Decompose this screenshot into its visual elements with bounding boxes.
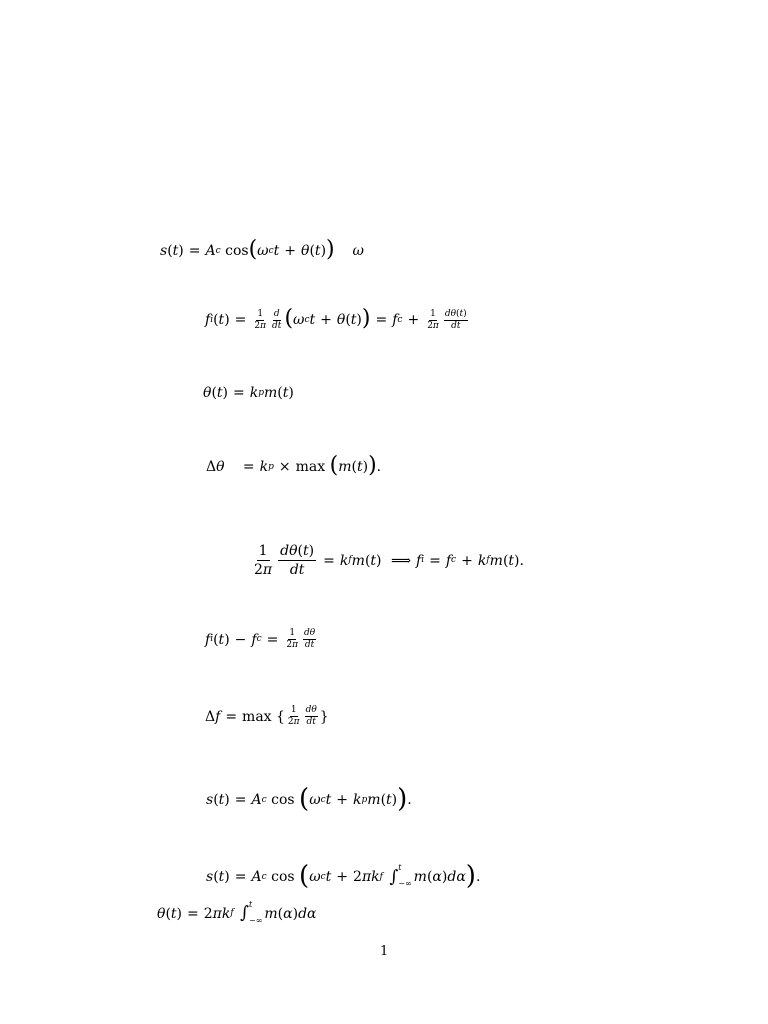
equation-9: s ( t ) = A c cos ( ω c t + 2 πk f ∫ t −∞ m ( α ) dα ) . <box>206 861 481 891</box>
equation-3: θ ( t ) = k p m ( t ) <box>203 385 294 401</box>
equation-10: θ ( t ) = 2 πk f ∫ t −∞ m ( α ) dα <box>157 899 317 925</box>
equation-2: f i ( t ) = $\frac{1}{2\pi}$ $\frac{d}{dt}$ ( ω c t + θ ( t ) ) = f c + $\frac{1}{2\pi}$ $\frac{d\theta(t)}{dt}$ <box>205 306 467 331</box>
equation-4: Δ θ = k p × max ( m ( t ) ) . <box>206 453 382 478</box>
equation-8: s ( t ) = A c cos ( ω c t + k p m ( t ) ) . <box>206 784 412 814</box>
equation-6: f i ( t ) − f c = $\frac{1}{2\pi}$ $\frac{d\theta}{dt}$ <box>205 628 316 650</box>
equation-1: s ( t ) = A c cos ( ω c t + θ ( t ) ) ω <box>160 237 364 262</box>
equation-5: $\frac{1}{2\pi}$ $\frac{d\theta(t)}{dt}$ = k f m ( t ) ⟹ f i = f c + k f m ( t ). <box>254 543 524 578</box>
equation-7: Δ f = max { $\frac{1}{2\pi}$ $\frac{d\theta}{dt}$ } <box>205 705 329 727</box>
page-number: 1 <box>380 944 389 959</box>
